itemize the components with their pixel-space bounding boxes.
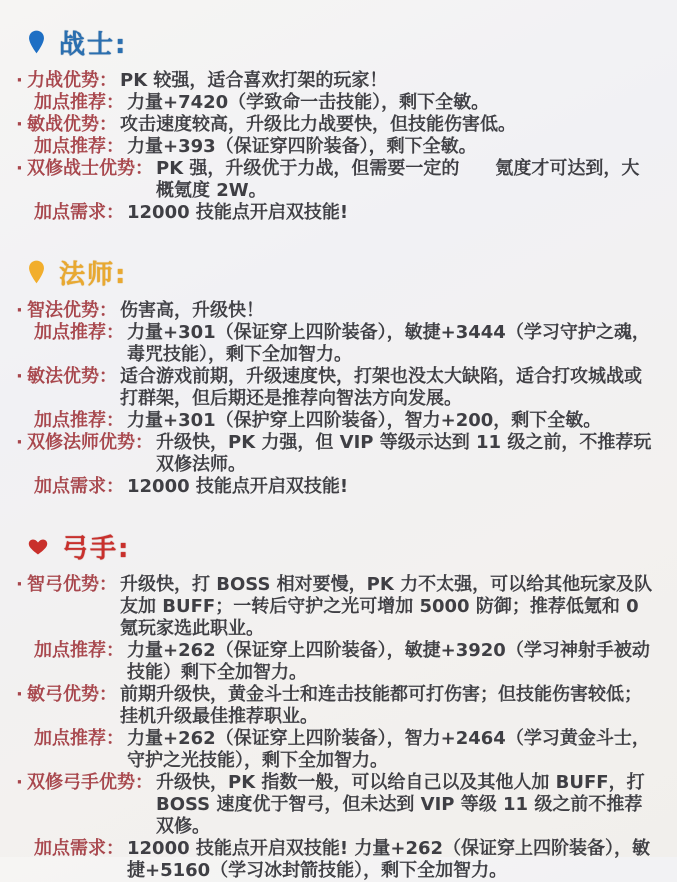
item-text: PK 较强，适合喜欢打架的玩家！ — [120, 70, 388, 91]
item-text: 升级快，PK 力强，但 VIP 等级示达到 11 级之前，不推荐玩双修法师。 — [156, 432, 652, 475]
item-text: 伤害高，升级快！ — [120, 300, 264, 321]
list-item — [16, 92, 657, 114]
item-label: 加点需求： — [34, 838, 124, 859]
list-item — [16, 202, 657, 224]
mage-title: 法师: — [59, 259, 128, 290]
list-item — [16, 322, 657, 366]
list-item — [16, 684, 657, 728]
item-label: 智法优势： — [27, 300, 117, 321]
mage-heading — [28, 254, 663, 290]
item-text: 力量+262（保证穿上四阶装备），敏捷+3920（学习神射手被动技能）剩下全加智力。 — [127, 640, 650, 683]
archer-title: 弓手: — [62, 533, 131, 564]
list-item — [16, 70, 657, 92]
bullet-dot: · — [16, 432, 23, 453]
item-text: 12000 技能点开启双技能! 力量+262（保证穿上四阶装备），敏捷+5160（学习冰封箭技能），剩下全加智力。 — [127, 838, 651, 881]
item-label: 敏战优势： — [27, 114, 117, 135]
item-label: 敏弓优势： — [27, 684, 117, 705]
item-text: 攻击速度较高，升级比力战要快，但技能伤害低。 — [120, 114, 516, 135]
item-text: 力量+393（保证穿四阶装备），剩下全敏。 — [127, 136, 477, 157]
item-label: 加点推荐： — [34, 728, 124, 749]
list-item — [16, 300, 657, 322]
item-text: 12000 技能点开启双技能! — [127, 476, 349, 497]
item-text: 12000 技能点开启双技能! — [127, 202, 349, 223]
warrior-heading — [28, 24, 663, 60]
section-warrior — [16, 24, 663, 224]
bullet-dot: · — [16, 574, 23, 595]
list-item — [16, 410, 657, 432]
item-text: 升级快，PK 指数一般，可以给自己以及其他人加 BUFF，打 BOSS 速度优于智弓，但未达到 VIP 等级 11 级之前不推荐双修。 — [156, 772, 645, 837]
item-label: 加点推荐： — [34, 410, 124, 431]
item-label: 加点推荐： — [34, 322, 124, 343]
item-label: 加点需求： — [34, 476, 124, 497]
list-item — [16, 574, 657, 640]
item-label: 双修法师优势： — [27, 432, 153, 453]
item-label: 敏法优势： — [27, 366, 117, 387]
bullet-dot: · — [16, 114, 23, 135]
item-text: 力量+7420（学致命一击技能），剩下全敏。 — [127, 92, 490, 113]
item-label: 加点推荐： — [34, 640, 124, 661]
bullet-dot: · — [16, 366, 23, 387]
list-item — [16, 772, 657, 838]
list-item — [16, 136, 657, 158]
item-label: 加点推荐： — [34, 92, 124, 113]
location-pin-icon — [28, 259, 45, 285]
bullet-dot: · — [16, 70, 23, 91]
item-text: 力量+301（保证穿上四阶装备），敏捷+3444（学习守护之魂，毒咒技能），剩下全加智力。 — [127, 322, 650, 365]
bullet-dot: · — [16, 684, 23, 705]
heart-icon — [28, 537, 48, 556]
list-item — [16, 114, 657, 136]
section-archer — [16, 528, 663, 882]
warrior-items — [16, 70, 663, 224]
list-item — [16, 728, 657, 772]
list-item — [16, 640, 657, 684]
list-item — [16, 366, 657, 410]
list-item — [16, 838, 657, 882]
item-text: 力量+301（保护穿上四阶装备），智力+200，剩下全敏。 — [127, 410, 602, 431]
mage-items — [16, 300, 663, 498]
item-label: 双修弓手优势： — [27, 772, 153, 793]
bullet-dot: · — [16, 772, 23, 793]
item-text: 升级快，打 BOSS 相对要慢，PK 力不太强，可以给其他玩家及队友加 BUFF；一转后守护之光可增加 5000 防御；推荐低氪和 0 氪玩家选此职业。 — [120, 574, 653, 639]
archer-heading — [28, 528, 663, 564]
item-text: 适合游戏前期，升级速度快，打架也没太大缺陷，适合打攻城战或打群架，但后期还是推荐向智法方向发展。 — [120, 366, 642, 409]
archer-items — [16, 574, 663, 882]
item-label: 双修战士优势： — [27, 158, 153, 179]
item-label: 加点推荐： — [34, 136, 124, 157]
item-label: 智弓优势： — [27, 574, 117, 595]
list-item — [16, 158, 657, 202]
list-item — [16, 476, 657, 498]
section-mage — [16, 254, 663, 498]
item-text: 力量+262（保证穿上四阶装备），智力+2464（学习黄金斗士，守护之光技能），剩下全加智力。 — [127, 728, 650, 771]
item-label: 加点需求： — [34, 202, 124, 223]
location-pin-icon — [28, 29, 45, 55]
item-text: 前期升级快，黄金斗士和连击技能都可打伤害；但技能伤害较低；挂机升级最佳推荐职业。 — [120, 684, 642, 727]
bullet-dot: · — [16, 300, 23, 321]
item-label: 力战优势： — [27, 70, 117, 91]
list-item — [16, 432, 657, 476]
item-text: PK 强，升级优于力战，但需要一定的 氪度才可达到，大概氪度 2W。 — [156, 158, 640, 201]
bullet-dot: · — [16, 158, 23, 179]
warrior-title: 战士: — [59, 29, 128, 60]
